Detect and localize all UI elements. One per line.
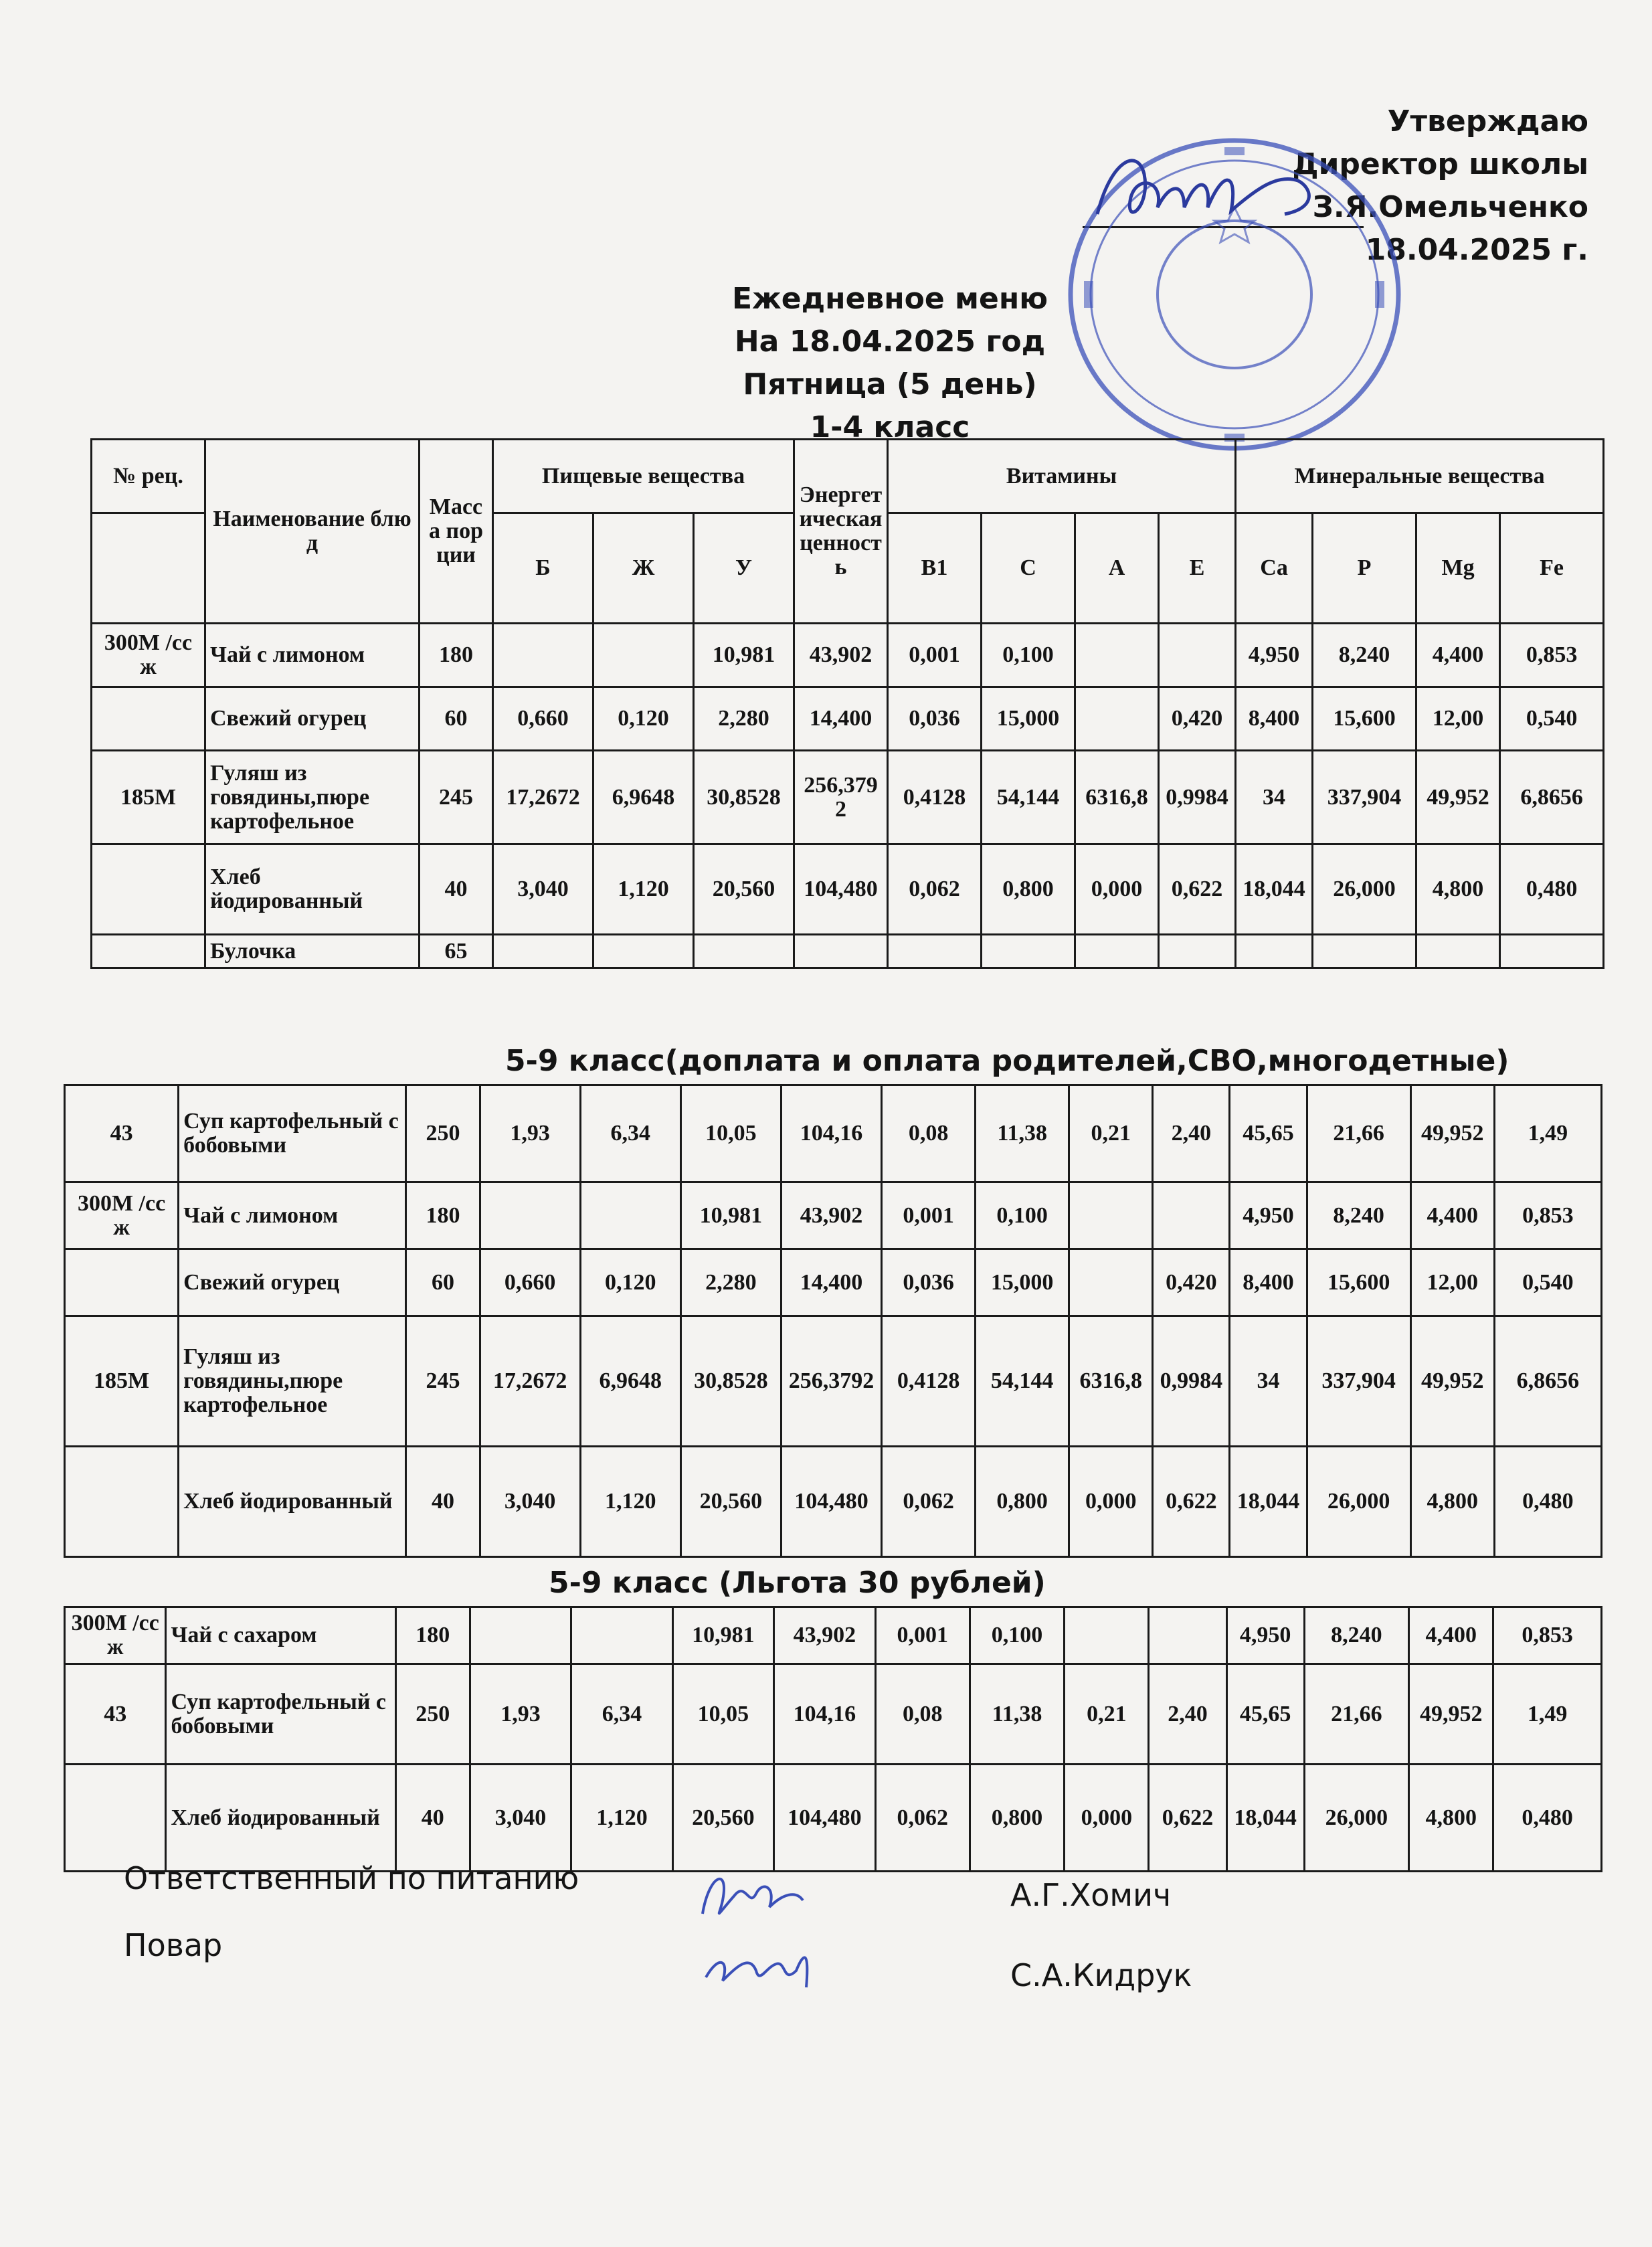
cell-b1: 0,001 bbox=[888, 624, 982, 687]
cell-u: 30,8528 bbox=[680, 1316, 781, 1447]
cell-mass: 60 bbox=[420, 687, 493, 751]
cell-p: 337,904 bbox=[1307, 1316, 1410, 1447]
table-row bbox=[92, 624, 1604, 687]
cell-mass: 65 bbox=[420, 935, 493, 968]
cell-a bbox=[1069, 1249, 1153, 1316]
cell-c bbox=[982, 935, 1075, 968]
cell-b1 bbox=[888, 935, 982, 968]
menu-table-5-9-paid bbox=[64, 1084, 1602, 1558]
cell-u: 10,05 bbox=[672, 1664, 773, 1765]
header-c: C bbox=[982, 513, 1075, 624]
cell-ca: 18,044 bbox=[1230, 1447, 1307, 1557]
cell-mg bbox=[1416, 935, 1500, 968]
cell-energy: 256,3792 bbox=[781, 1316, 881, 1447]
cell-b bbox=[493, 935, 593, 968]
cell-mg: 4,400 bbox=[1416, 624, 1500, 687]
cell-mass: 180 bbox=[395, 1607, 470, 1664]
cell-dish: Хлеб йодированный bbox=[179, 1447, 406, 1557]
cell-rec: 300М /ссж bbox=[92, 624, 205, 687]
title-block bbox=[636, 278, 1144, 449]
cell-ca: 34 bbox=[1236, 751, 1313, 844]
cell-ca: 18,044 bbox=[1236, 844, 1313, 935]
cell-mg: 4,800 bbox=[1416, 844, 1500, 935]
cell-dish: Гуляш из говядины,пюре картофельное bbox=[179, 1316, 406, 1447]
cell-p: 8,240 bbox=[1304, 1607, 1408, 1664]
cell-e bbox=[1159, 935, 1236, 968]
menu-table-5-9-benefit bbox=[64, 1606, 1602, 1872]
table-row bbox=[65, 1607, 1602, 1664]
cell-mass: 245 bbox=[420, 751, 493, 844]
cell-energy: 104,16 bbox=[781, 1085, 881, 1182]
cell-dish: Свежий огурец bbox=[205, 687, 420, 751]
cell-energy: 104,480 bbox=[794, 844, 888, 935]
cell-dish: Суп картофельный с бобовыми bbox=[166, 1664, 395, 1765]
cell-a: 0,000 bbox=[1065, 1765, 1149, 1872]
cell-mg: 49,952 bbox=[1410, 1085, 1494, 1182]
cell-ca: 8,400 bbox=[1236, 687, 1313, 751]
cell-mg: 49,952 bbox=[1410, 1316, 1494, 1447]
cell-energy: 43,902 bbox=[774, 1607, 875, 1664]
cell-a: 6316,8 bbox=[1069, 1316, 1153, 1447]
cell-fe: 0,853 bbox=[1494, 1182, 1601, 1249]
cell-energy: 104,16 bbox=[774, 1664, 875, 1765]
cook-label: Повар bbox=[124, 1927, 223, 1963]
cell-mg: 49,952 bbox=[1416, 751, 1500, 844]
header-mg: Mg bbox=[1416, 513, 1500, 624]
cell-a: 0,000 bbox=[1075, 844, 1159, 935]
cell-b1: 0,08 bbox=[875, 1664, 970, 1765]
cell-b: 1,93 bbox=[480, 1085, 580, 1182]
cell-b: 17,2672 bbox=[493, 751, 593, 844]
cell-zh: 0,120 bbox=[580, 1249, 680, 1316]
cell-rec bbox=[92, 844, 205, 935]
cell-u: 30,8528 bbox=[694, 751, 794, 844]
table-row bbox=[65, 1316, 1602, 1447]
cell-e: 0,622 bbox=[1149, 1765, 1226, 1872]
cell-zh: 1,120 bbox=[593, 844, 694, 935]
cell-b: 0,660 bbox=[493, 687, 593, 751]
cell-b1: 0,062 bbox=[875, 1765, 970, 1872]
cell-zh bbox=[571, 1607, 672, 1664]
title-line4: 1-4 класс bbox=[810, 410, 970, 444]
cell-ca bbox=[1236, 935, 1313, 968]
header-b: Б bbox=[493, 513, 593, 624]
cell-mg: 4,800 bbox=[1410, 1447, 1494, 1557]
cell-e bbox=[1149, 1607, 1226, 1664]
cell-p bbox=[1313, 935, 1416, 968]
cell-e: 0,420 bbox=[1159, 687, 1236, 751]
cell-dish: Чай с лимоном bbox=[179, 1182, 406, 1249]
cell-mass: 180 bbox=[420, 624, 493, 687]
cell-energy: 104,480 bbox=[774, 1765, 875, 1872]
cell-mass: 245 bbox=[406, 1316, 480, 1447]
section-title-5-9-benefit: 5-9 класс (Льгота 30 рублей) bbox=[549, 1566, 1046, 1600]
cell-c: 11,38 bbox=[970, 1664, 1064, 1765]
cell-c: 0,100 bbox=[976, 1182, 1069, 1249]
header-zh: Ж bbox=[593, 513, 694, 624]
cell-ca: 8,400 bbox=[1230, 1249, 1307, 1316]
cell-dish: Хлеб йодированный bbox=[205, 844, 420, 935]
cell-mass: 40 bbox=[420, 844, 493, 935]
cell-b bbox=[493, 624, 593, 687]
cell-b1: 0,062 bbox=[882, 1447, 976, 1557]
cell-u: 10,981 bbox=[680, 1182, 781, 1249]
cell-fe: 6,8656 bbox=[1494, 1316, 1601, 1447]
header-fe: Fe bbox=[1500, 513, 1604, 624]
cell-a bbox=[1069, 1182, 1153, 1249]
cell-a: 0,000 bbox=[1069, 1447, 1153, 1557]
approval-line4: 18.04.2025 г. bbox=[1365, 233, 1588, 267]
cell-u: 10,05 bbox=[680, 1085, 781, 1182]
cell-b1: 0,036 bbox=[888, 687, 982, 751]
cook-name: С.А.Кидрук bbox=[1010, 1957, 1192, 1993]
menu-table-1-4 bbox=[90, 438, 1604, 969]
cell-b1: 0,062 bbox=[888, 844, 982, 935]
cell-p: 26,000 bbox=[1307, 1447, 1410, 1557]
header-vitamins: Витамины bbox=[888, 440, 1236, 513]
cell-b: 0,660 bbox=[480, 1249, 580, 1316]
cell-e: 0,622 bbox=[1159, 844, 1236, 935]
approval-line2: Директор школы bbox=[1292, 147, 1588, 181]
cell-p: 21,66 bbox=[1304, 1664, 1408, 1765]
cell-energy: 14,400 bbox=[794, 687, 888, 751]
section-title-5-9-paid: 5-9 класс(доплата и оплата родителей,СВО,многодетные) bbox=[505, 1044, 1509, 1078]
cell-a bbox=[1075, 687, 1159, 751]
approval-line1: Утверждаю bbox=[1387, 104, 1588, 139]
table-row bbox=[65, 1447, 1602, 1557]
cell-fe: 1,49 bbox=[1493, 1664, 1602, 1765]
cell-fe: 0,480 bbox=[1494, 1447, 1601, 1557]
cell-e bbox=[1153, 1182, 1230, 1249]
header-rec-empty bbox=[92, 513, 205, 624]
header-nutrients: Пищевые вещества bbox=[493, 440, 794, 513]
table-row bbox=[65, 1085, 1602, 1182]
cell-zh: 0,120 bbox=[593, 687, 694, 751]
cell-mg: 4,400 bbox=[1410, 1182, 1494, 1249]
header-p: P bbox=[1313, 513, 1416, 624]
approval-line3: З.Я.Омельченко bbox=[1312, 190, 1588, 224]
cell-p: 26,000 bbox=[1304, 1765, 1408, 1872]
cell-p: 8,240 bbox=[1313, 624, 1416, 687]
cell-mg: 12,00 bbox=[1416, 687, 1500, 751]
cell-b1: 0,08 bbox=[882, 1085, 976, 1182]
cell-fe: 0,540 bbox=[1500, 687, 1604, 751]
cell-rec bbox=[65, 1249, 179, 1316]
cell-ca: 4,950 bbox=[1230, 1182, 1307, 1249]
cell-ca: 4,950 bbox=[1226, 1607, 1304, 1664]
cell-ca: 18,044 bbox=[1226, 1765, 1304, 1872]
cell-b: 17,2672 bbox=[480, 1316, 580, 1447]
cell-u: 2,280 bbox=[694, 687, 794, 751]
cell-energy: 43,902 bbox=[794, 624, 888, 687]
table-row bbox=[65, 1249, 1602, 1316]
cell-e: 0,9984 bbox=[1153, 1316, 1230, 1447]
header-rec: № рец. bbox=[92, 440, 205, 513]
cell-a: 6316,8 bbox=[1075, 751, 1159, 844]
cell-zh: 6,9648 bbox=[593, 751, 694, 844]
header-energy: Энергетическая ценность bbox=[794, 440, 888, 624]
cell-b1: 0,036 bbox=[882, 1249, 976, 1316]
header-mass: Масса порции bbox=[420, 440, 493, 624]
table-row bbox=[65, 1664, 1602, 1765]
cell-mass: 40 bbox=[395, 1765, 470, 1872]
cell-c: 0,800 bbox=[982, 844, 1075, 935]
cell-energy: 104,480 bbox=[781, 1447, 881, 1557]
responsible-name: А.Г.Хомич bbox=[1010, 1877, 1172, 1913]
title-line3: Пятница (5 день) bbox=[743, 367, 1037, 401]
cell-energy: 256,3792 bbox=[794, 751, 888, 844]
cell-dish: Суп картофельный с бобовыми bbox=[179, 1085, 406, 1182]
cell-a: 0,21 bbox=[1065, 1664, 1149, 1765]
table-row bbox=[92, 687, 1604, 751]
header-ca: Ca bbox=[1236, 513, 1313, 624]
cell-e: 0,622 bbox=[1153, 1447, 1230, 1557]
cell-b: 3,040 bbox=[470, 1765, 571, 1872]
cell-e: 2,40 bbox=[1149, 1664, 1226, 1765]
cell-mass: 60 bbox=[406, 1249, 480, 1316]
cell-e bbox=[1159, 624, 1236, 687]
title-line1: Ежедневное меню bbox=[731, 282, 1048, 316]
cell-zh bbox=[580, 1182, 680, 1249]
cell-c: 15,000 bbox=[976, 1249, 1069, 1316]
cell-b bbox=[470, 1607, 571, 1664]
table-row bbox=[92, 751, 1604, 844]
cell-dish: Чай с лимоном bbox=[205, 624, 420, 687]
responsible-label: Ответственный по питанию bbox=[124, 1860, 579, 1896]
cell-zh: 1,120 bbox=[571, 1765, 672, 1872]
cell-zh: 1,120 bbox=[580, 1447, 680, 1557]
cell-u: 20,560 bbox=[694, 844, 794, 935]
cell-zh: 6,34 bbox=[571, 1664, 672, 1765]
cell-mg: 4,400 bbox=[1409, 1607, 1493, 1664]
cell-mass: 180 bbox=[406, 1182, 480, 1249]
cell-mg: 49,952 bbox=[1409, 1664, 1493, 1765]
cell-p: 8,240 bbox=[1307, 1182, 1410, 1249]
cell-u: 20,560 bbox=[672, 1765, 773, 1872]
director-signature bbox=[1084, 134, 1365, 248]
table-row bbox=[92, 935, 1604, 968]
cell-rec bbox=[92, 687, 205, 751]
cell-c: 54,144 bbox=[976, 1316, 1069, 1447]
cell-u bbox=[694, 935, 794, 968]
cell-p: 26,000 bbox=[1313, 844, 1416, 935]
cell-b: 3,040 bbox=[493, 844, 593, 935]
cell-b1: 0,4128 bbox=[888, 751, 982, 844]
header-a: A bbox=[1075, 513, 1159, 624]
cell-zh: 6,34 bbox=[580, 1085, 680, 1182]
cell-a bbox=[1065, 1607, 1149, 1664]
cell-c: 0,800 bbox=[970, 1765, 1064, 1872]
cell-b: 3,040 bbox=[480, 1447, 580, 1557]
cell-dish: Хлеб йодированный bbox=[166, 1765, 395, 1872]
cell-energy: 14,400 bbox=[781, 1249, 881, 1316]
cell-ca: 45,65 bbox=[1230, 1085, 1307, 1182]
cell-mass: 250 bbox=[395, 1664, 470, 1765]
cell-fe: 0,853 bbox=[1500, 624, 1604, 687]
cell-rec: 43 bbox=[65, 1085, 179, 1182]
cell-rec: 300М /ссж bbox=[65, 1182, 179, 1249]
cell-rec bbox=[65, 1765, 166, 1872]
cell-fe: 6,8656 bbox=[1500, 751, 1604, 844]
cell-fe: 1,49 bbox=[1494, 1085, 1601, 1182]
cell-e: 2,40 bbox=[1153, 1085, 1230, 1182]
cell-fe: 0,480 bbox=[1500, 844, 1604, 935]
cell-u: 10,981 bbox=[694, 624, 794, 687]
cell-rec bbox=[92, 935, 205, 968]
cell-fe: 0,853 bbox=[1493, 1607, 1602, 1664]
cell-c: 11,38 bbox=[976, 1085, 1069, 1182]
cell-rec: 185М bbox=[65, 1316, 179, 1447]
cell-ca: 45,65 bbox=[1226, 1664, 1304, 1765]
cell-b1: 0,001 bbox=[882, 1182, 976, 1249]
cell-fe: 0,480 bbox=[1493, 1765, 1602, 1872]
cell-b1: 0,4128 bbox=[882, 1316, 976, 1447]
cell-u: 10,981 bbox=[672, 1607, 773, 1664]
cell-b: 1,93 bbox=[470, 1664, 571, 1765]
cell-c: 0,100 bbox=[982, 624, 1075, 687]
table-row bbox=[65, 1182, 1602, 1249]
cell-mg: 12,00 bbox=[1410, 1249, 1494, 1316]
cell-a bbox=[1075, 935, 1159, 968]
cell-energy bbox=[794, 935, 888, 968]
header-e: E bbox=[1159, 513, 1236, 624]
cell-rec: 43 bbox=[65, 1664, 166, 1765]
cell-dish: Чай с сахаром bbox=[166, 1607, 395, 1664]
table-row bbox=[92, 844, 1604, 935]
cell-zh: 6,9648 bbox=[580, 1316, 680, 1447]
header-b1: B1 bbox=[888, 513, 982, 624]
cell-fe: 0,540 bbox=[1494, 1249, 1601, 1316]
cell-c: 15,000 bbox=[982, 687, 1075, 751]
cell-b1: 0,001 bbox=[875, 1607, 970, 1664]
cell-ca: 4,950 bbox=[1236, 624, 1313, 687]
cell-mg: 4,800 bbox=[1409, 1765, 1493, 1872]
cell-rec: 300М /ссж bbox=[65, 1607, 166, 1664]
cell-mass: 40 bbox=[406, 1447, 480, 1557]
staff-signatures bbox=[682, 1854, 843, 2014]
cell-c: 0,100 bbox=[970, 1607, 1064, 1664]
cell-p: 15,600 bbox=[1307, 1249, 1410, 1316]
header-dish: Наименование блюд bbox=[205, 440, 420, 624]
header-minerals: Минеральные вещества bbox=[1236, 440, 1604, 513]
cell-dish: Гуляш из говядины,пюре картофельное bbox=[205, 751, 420, 844]
cell-c: 0,800 bbox=[976, 1447, 1069, 1557]
title-line2: На 18.04.2025 год bbox=[734, 325, 1046, 359]
cell-mass: 250 bbox=[406, 1085, 480, 1182]
cell-zh bbox=[593, 935, 694, 968]
cell-b bbox=[480, 1182, 580, 1249]
cell-c: 54,144 bbox=[982, 751, 1075, 844]
cell-energy: 43,902 bbox=[781, 1182, 881, 1249]
cell-u: 2,280 bbox=[680, 1249, 781, 1316]
cell-rec: 185М bbox=[92, 751, 205, 844]
header-u: У bbox=[694, 513, 794, 624]
cell-e: 0,9984 bbox=[1159, 751, 1236, 844]
cell-p: 337,904 bbox=[1313, 751, 1416, 844]
cell-p: 15,600 bbox=[1313, 687, 1416, 751]
cell-rec bbox=[65, 1447, 179, 1557]
cell-a: 0,21 bbox=[1069, 1085, 1153, 1182]
cell-dish: Булочка bbox=[205, 935, 420, 968]
cell-fe bbox=[1500, 935, 1604, 968]
cell-p: 21,66 bbox=[1307, 1085, 1410, 1182]
cell-u: 20,560 bbox=[680, 1447, 781, 1557]
cell-zh bbox=[593, 624, 694, 687]
cell-ca: 34 bbox=[1230, 1316, 1307, 1447]
cell-dish: Свежий огурец bbox=[179, 1249, 406, 1316]
cell-e: 0,420 bbox=[1153, 1249, 1230, 1316]
cell-a bbox=[1075, 624, 1159, 687]
